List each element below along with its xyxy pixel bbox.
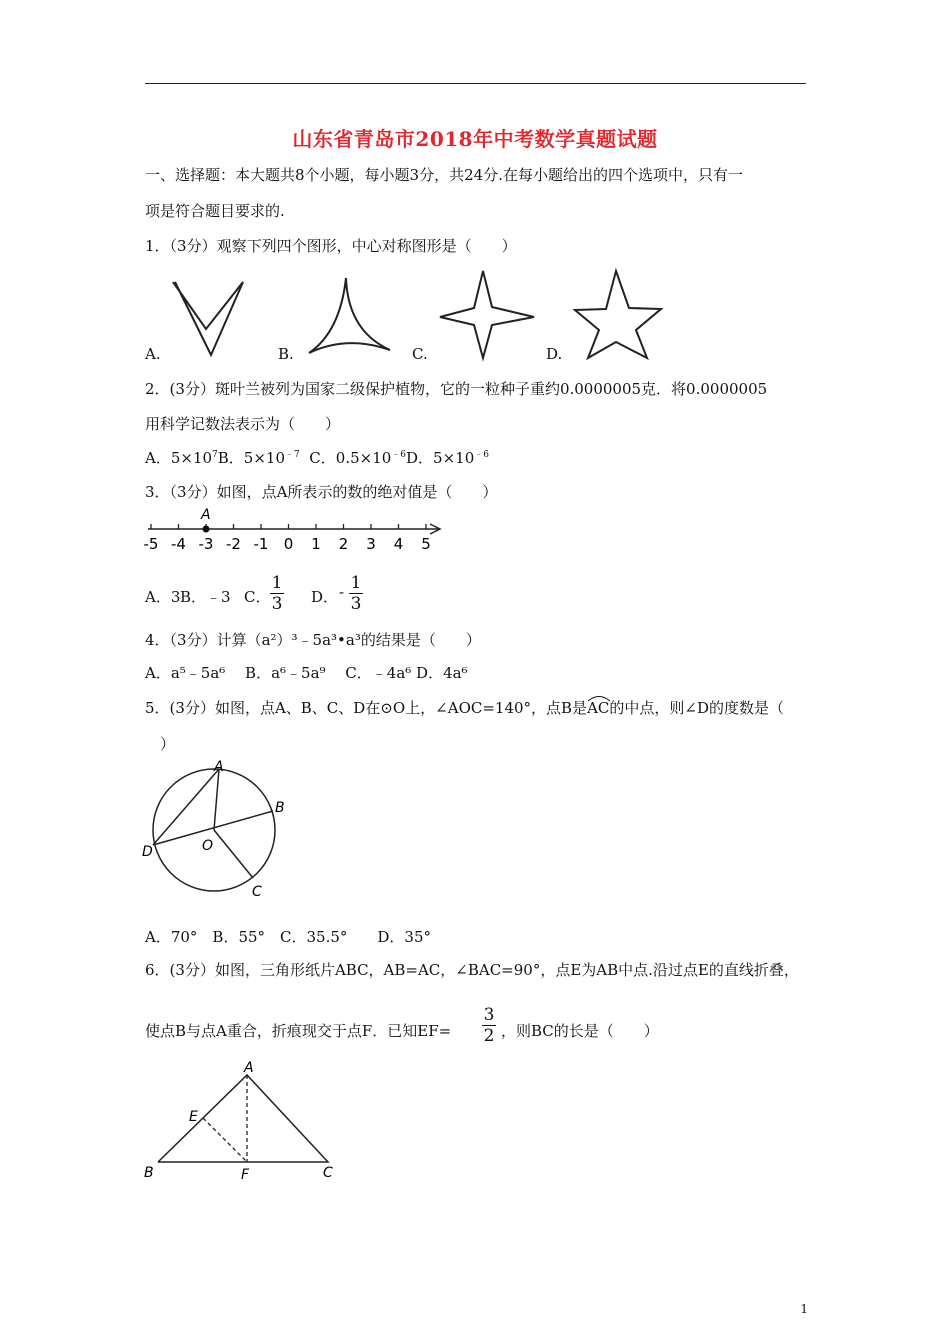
q2-option-b: B．5×10: [217, 449, 286, 467]
q3-tick-label: 3: [366, 535, 376, 553]
q2-options: [145, 447, 489, 468]
q3-fraction-c: [270, 574, 284, 613]
q5-label-o: O: [202, 838, 214, 854]
q1-figure-a-shape: [173, 282, 243, 355]
page-number: 1: [800, 1302, 808, 1316]
q6-label-e: E: [189, 1109, 198, 1125]
q3-point-a: [203, 526, 210, 533]
q1-label-a: A.: [145, 345, 161, 363]
q6-stem-2a: 使点B与点A重合，折痕现交于点F．已知EF=: [145, 1022, 452, 1040]
q5-label-d: D: [142, 844, 153, 860]
q3-tick-label: 1: [311, 535, 321, 553]
q3-tick-label: 2: [338, 535, 349, 553]
q2-option-d: D．5×10: [406, 449, 475, 467]
q6-stem-2b: ，则BC的长是（ ）: [501, 1022, 659, 1040]
q3-fraction-d: [349, 574, 363, 613]
q5-label-b: B: [275, 800, 285, 816]
q3-point-label: A: [201, 507, 211, 523]
section-intro-line1: 一、选择题：本大题共8个小题，每小题3分，共24分.在每小题给出的四个选项中，只有一: [145, 166, 743, 184]
q5-arc-ac: [587, 699, 609, 717]
q1-figure-b-shape: [309, 278, 390, 353]
q6-label-a: A: [244, 1060, 254, 1076]
q6-triangle-figure: [140, 1055, 340, 1185]
section-intro-line2: 项是符合题目要求的.: [145, 202, 285, 220]
q4-stem: 4．（3分）计算（a²）³﹣5a³•a³的结果是（ ）: [145, 631, 481, 649]
q1-figure-d-shape: [575, 271, 661, 358]
q2-stem-line2: 用科学记数法表示为（ ）: [145, 415, 341, 433]
q3-frac-c-num: 1: [271, 573, 283, 593]
q5-circle-figure: [140, 755, 300, 905]
q5-stem-a: 5．(3分）如图，点A、B、C、D在⊙O上，∠AOC=140°，点B是: [145, 699, 588, 717]
q1-figure-c-shape: [440, 271, 534, 358]
q2-option-d-exp: ﹣6: [474, 450, 489, 460]
q3-stem: 3．（3分）如图，点A所表示的数的绝对值是（ ）: [145, 483, 498, 501]
q5-options: A．70° B．55° C．35.5° D．35°: [145, 928, 432, 946]
q5-label-c: C: [252, 884, 262, 900]
q1-stem: 1．（3分）观察下列四个图形，中心对称图形是（ ）: [145, 237, 517, 255]
q6-frac-den: 2: [483, 1026, 495, 1046]
q1-figures: [140, 265, 680, 365]
q5-stem-b: 的中点，则∠D的度数是（: [609, 699, 784, 717]
q2-option-c-exp: ﹣6: [391, 450, 407, 460]
q1-label-b: B.: [278, 345, 294, 363]
q3-tick-label: 5: [421, 535, 431, 553]
q3-frac-c-den: 3: [271, 594, 283, 614]
q6-frac-num: 3: [483, 1005, 495, 1025]
q6-fraction: [482, 1006, 496, 1045]
q2-option-b-exp: ﹣7: [285, 450, 300, 460]
page-title: 山东省青岛市2018年中考数学真题试题: [292, 127, 658, 151]
q3-tick-label: -3: [198, 535, 214, 553]
q1-label-d: D.: [546, 345, 563, 363]
q5-label-a: A: [214, 759, 224, 775]
q2-option-a: A．5×10: [145, 449, 213, 467]
q3-tick-label: 0: [283, 535, 294, 553]
q3-tick-label: -5: [143, 535, 159, 553]
q5-stem-line1: [145, 697, 784, 718]
q6-label-c: C: [323, 1165, 333, 1181]
q3-tick-label: 4: [393, 535, 404, 553]
header-rule: [145, 83, 806, 84]
q5-stem-line2: ）: [145, 735, 176, 753]
q3-tick-label: -4: [171, 535, 186, 553]
q2-option-c: C．0.5×10: [309, 449, 392, 467]
q4-options: A．a⁵﹣5a⁶ B．a⁶﹣5a⁹ C．﹣4a⁶ D．4a⁶: [145, 664, 468, 682]
q3-frac-d-num: 1: [350, 573, 362, 593]
q3-option-a: A．3: [145, 588, 181, 606]
q3-option-d: D．: [311, 588, 339, 606]
q3-frac-d-den: 3: [350, 594, 362, 614]
q2-option-a-exp: 7: [212, 450, 218, 460]
q3-number-line: [140, 505, 450, 555]
q2-stem-line1: 2．(3分）斑叶兰被列为国家二级保护植物，它的一粒种子重约0.0000005克．将0.0000005: [145, 380, 768, 398]
q5-arc-text: AC: [587, 699, 610, 717]
q3-tick-label: -1: [253, 535, 269, 553]
q3-tick-label: -2: [226, 535, 241, 553]
q6-label-b: B: [144, 1165, 154, 1181]
q1-label-c: C.: [412, 345, 428, 363]
q3-minus-sign: -: [339, 583, 345, 601]
q3-option-c: C．: [244, 588, 271, 606]
q6-stem-line1: 6．(3分）如图，三角形纸片ABC，AB=AC，∠BAC=90°，点E为AB中点.沿过点E的直线折叠，: [145, 961, 799, 979]
q6-label-f: F: [241, 1167, 250, 1183]
q3-option-b: B．﹣3: [180, 588, 231, 606]
